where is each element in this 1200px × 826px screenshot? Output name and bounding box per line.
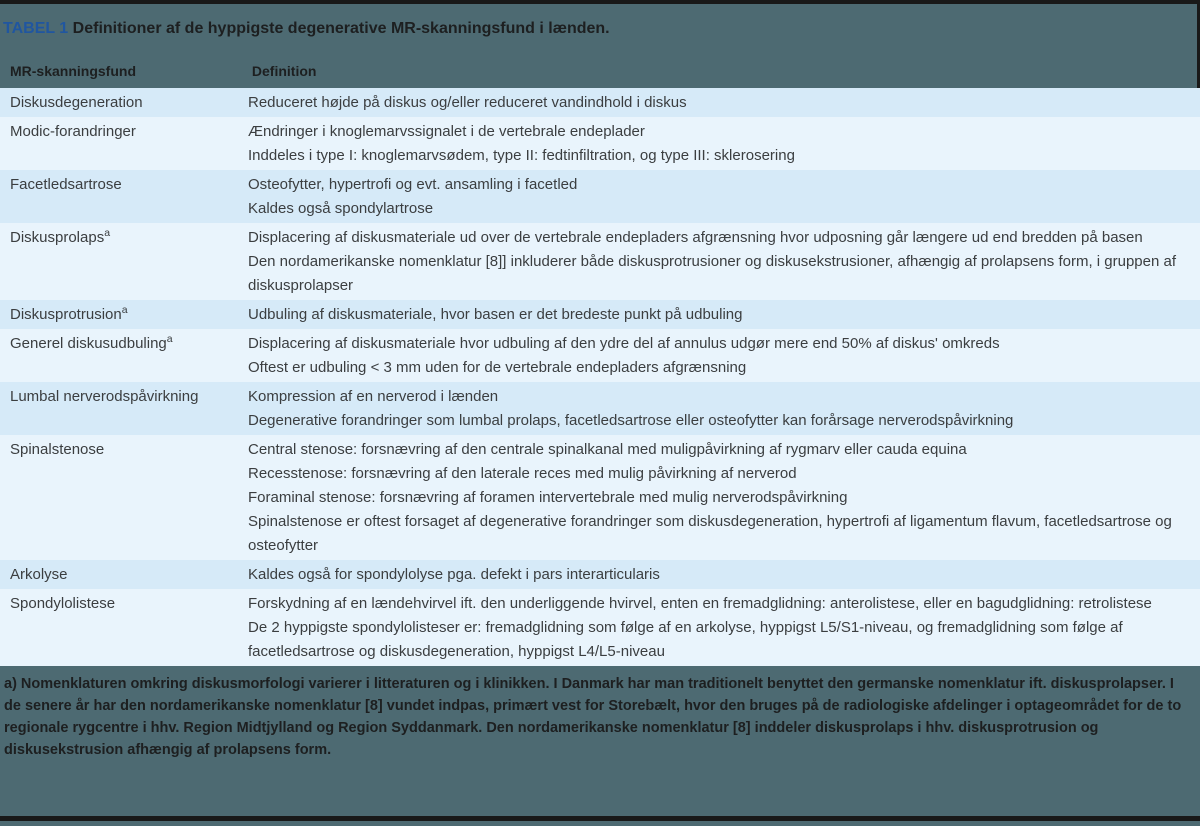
definitions-table [0, 88, 1200, 666]
definition-line: Foraminal stenose: forsnævring af foramen intervertebrale med mulig nerverodspåvirkning [248, 489, 848, 506]
finding-cell: Spinalstenose [10, 441, 105, 458]
definition-cell [248, 117, 1200, 170]
table-row [0, 117, 1200, 170]
finding-cell: Diskusprotrusion$^a$ [10, 304, 128, 323]
table-row [0, 435, 1200, 560]
definition-cell [248, 589, 1200, 666]
table-title [3, 20, 610, 38]
finding-cell: Spondylolistese [10, 595, 116, 612]
definition-cell [248, 170, 1200, 223]
definition-cell [248, 560, 1200, 589]
footnote: a) Nomenklaturen omkring diskusmorfologi varierer i litteraturen og i klinikken. I Danmark har man traditionelt benyttet den germanske nomenklatur ift. diskusprolapser. I de senere år har den nordamerikanske nomenklatur [8] vundet indpas, primært vest for Storebælt, hvor den bruges på de radiologiske afdelinger i optageområdet for de to regionale rygcentre i hhv. Region Midtjylland og Region Syddanmark. Den nordamerikanske nomenklatur [8] inddeler diskusprolaps i hhv. diskusprotrusion og diskusekstrusion afhængig af prolapsens form. [4, 676, 1182, 758]
table-row [0, 329, 1200, 382]
footnote-marker: a [121, 304, 128, 316]
footnote-marker: a [104, 227, 111, 239]
table-row [0, 300, 1200, 329]
definition-line: Osteofytter, hypertrofi og evt. ansamling i facetled [248, 176, 578, 193]
definition-line: De 2 hyppigste spondylolisteser er: fremadglidning som følge af en arkolyse, hyppigst L5/S1-niveau, og fremadglidning som følge af facetledsartrose og diskusdegeneration, hyppigst L4/L5-niveau [248, 619, 1123, 660]
definition-line: Ændringer i knoglemarvssignalet i de vertebrale endeplader [248, 123, 645, 140]
definition-line: Oftest er udbuling < 3 mm uden for de vertebrale endepladers afgrænsning [248, 359, 747, 376]
definition-line: Recesstenose: forsnævring af den laterale reces med mulig påvirkning af nerverod [248, 465, 797, 482]
definition-cell [248, 382, 1200, 435]
definition-cell [248, 223, 1200, 300]
table-number: TABEL 1 [3, 20, 69, 37]
finding-cell: Facetledsartrose [10, 176, 122, 193]
column-header-definition: Definition [251, 63, 317, 79]
definition-line: Degenerative forandringer som lumbal prolaps, facetledsartrose eller osteofytter kan forårsage nerverodspåvirkning [248, 412, 1014, 429]
table-row [0, 560, 1200, 589]
definition-line: Reduceret højde på diskus og/eller reduceret vandindhold i diskus [248, 94, 687, 111]
definition-line: Kaldes også spondylartrose [248, 200, 434, 217]
definition-line: Inddeles i type I: knoglemarvsødem, type II: fedtinfiltration, og type III: sklerosering [248, 147, 795, 164]
column-header-finding: MR-skanningsfund [10, 63, 136, 79]
definition-line: Displacering af diskusmateriale hvor udbuling af den ydre del af annulus udgør mere end 50% af diskus' omkreds [248, 335, 1000, 352]
finding-cell: Diskusdegeneration [10, 94, 143, 111]
finding-cell: Modic-forandringer [10, 123, 136, 140]
definition-line: Kaldes også for spondylolyse pga. defekt i pars interarticularis [248, 566, 660, 583]
definition-line: Forskydning af en lændehvirvel ift. den underliggende hvirvel, enten en fremadglidning: anterolistese, eller en bagudglidning: retrolistese [248, 595, 1152, 612]
definition-line: Udbuling af diskusmateriale, hvor basen er det bredeste punkt på udbuling [248, 306, 743, 323]
table-row [0, 382, 1200, 435]
finding-cell: Diskusprolaps$^a$ [10, 227, 111, 246]
definition-line: Spinalstenose er oftest forsaget af degenerative forandringer som diskusdegeneration, hypertrofi af ligamentum flavum, facetledsartrose og osteofytter [248, 513, 1172, 554]
definition-cell [248, 435, 1200, 560]
table-row [0, 88, 1200, 117]
table-header [0, 0, 1200, 88]
definition-line: Displacering af diskusmateriale ud over de vertebrale endepladers afgrænsning hvor udposning går længere ud end bredden på basen [248, 229, 1143, 246]
column-headers [0, 63, 1200, 79]
table-row [0, 170, 1200, 223]
table-caption: Definitioner af de hyppigste degenerative MR-skanningsfund i lænden. [72, 20, 610, 37]
table-body [0, 88, 1200, 666]
finding-cell: Lumbal nerverodspåvirkning [10, 388, 199, 405]
definition-line: Central stenose: forsnævring af den centrale spinalkanal med muligpåvirkning af rygmarv eller cauda equina [248, 441, 967, 458]
finding-cell: Generel diskusudbuling$^a$ [10, 333, 173, 352]
bottom-rule [0, 816, 1200, 821]
table-row [0, 589, 1200, 666]
definition-cell [248, 88, 1200, 117]
definition-line: Kompression af en nerverod i lænden [248, 388, 499, 405]
definition-cell [248, 300, 1200, 329]
definition-cell [248, 329, 1200, 382]
table-row [0, 223, 1200, 300]
definition-line: Den nordamerikanske nomenklatur [8]] inkluderer både diskusprotrusioner og diskusekstrusioner, afhængig af prolapsens form, i gruppen af diskusprolapser [248, 253, 1177, 294]
footnote-marker: a [166, 333, 173, 345]
finding-cell: Arkolyse [10, 566, 68, 583]
